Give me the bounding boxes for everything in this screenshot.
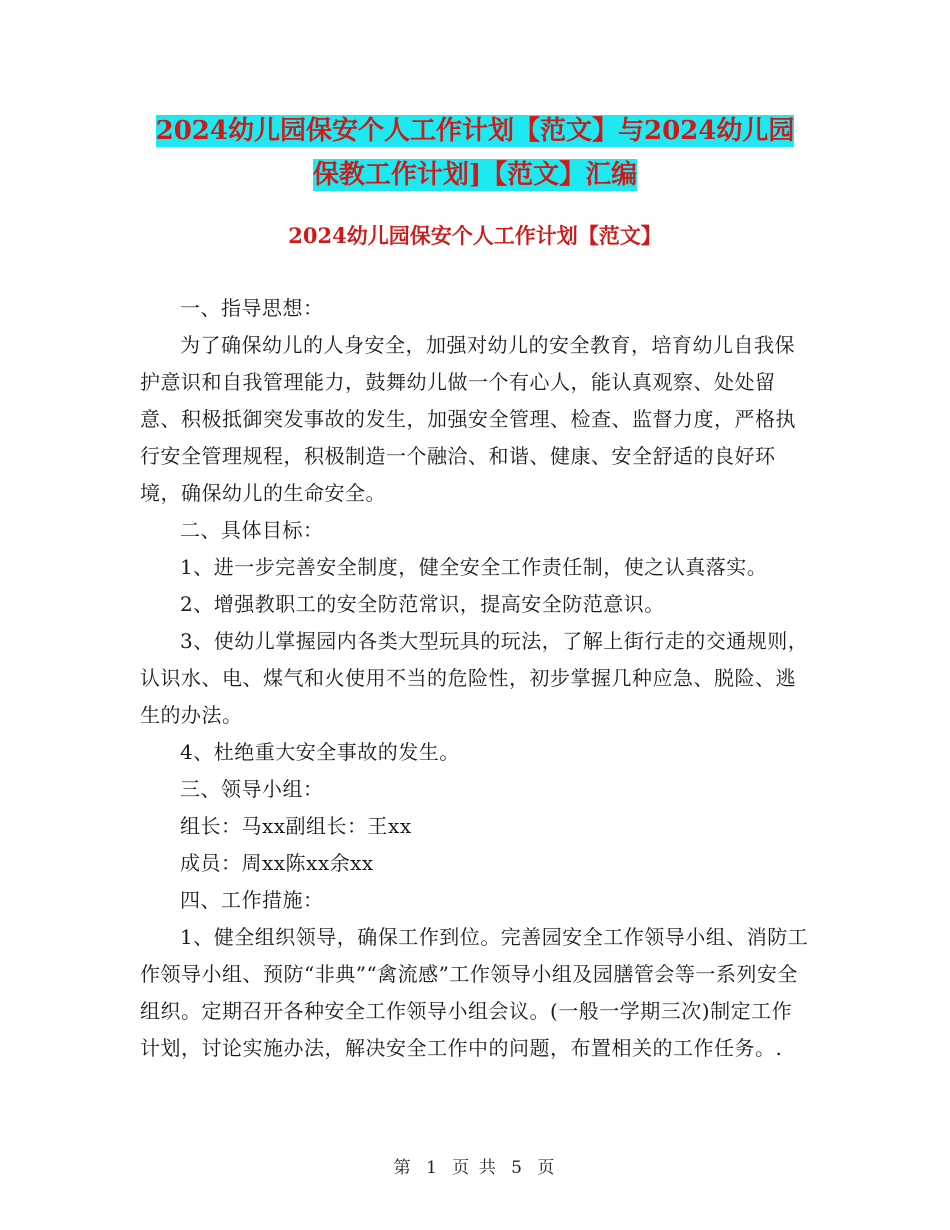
page-footer <box>0 1153 950 1178</box>
page-label-suffix: 页 <box>537 1158 557 1178</box>
list-item-goal-3: 3、使幼儿掌握园内各类大型玩具的玩法，了解上街行走的交通规则，认识水、电、煤气和火使用不当的危险性，初步掌握几种应急、脱险、逃生的办法。 <box>140 629 809 727</box>
document-title-line-2 <box>140 151 810 199</box>
total-pages-number: 5 <box>511 1158 524 1178</box>
page-label-prefix: 第 <box>393 1158 413 1178</box>
list-item-goal-1: 1、进一步完善安全制度，健全安全工作责任制，使之认真落实。 <box>180 555 768 579</box>
heading-guiding-thought: 一、指导思想： <box>180 296 324 320</box>
paragraph-guiding-thought: 为了确保幼儿的人身安全，加强对幼儿的安全教育，培育幼儿自我保护意识和自我管理能力，鼓舞幼儿做一个有心人，能认真观察、处处留意、积极抵御突发事故的发生，加强安全管理、检查、监督力度，严格执行安全管理规程，积极制造一个融洽、和谐、健康、安全舒适的良好环境，确保幼儿的生命安全。 <box>140 333 796 505</box>
heading-leadership-group: 三、领导小组： <box>180 777 324 801</box>
list-item-goal-4: 4、杜绝重大安全事故的发生。 <box>180 740 460 764</box>
list-item-goal-2: 2、增强教职工的安全防范常识，提高安全防范意识。 <box>180 592 665 616</box>
page-label-mid: 页 共 <box>452 1158 498 1178</box>
members-line: 成员：周xx陈xx余xx <box>180 851 374 875</box>
current-page-number: 1 <box>426 1158 439 1178</box>
document-title-line-1 <box>140 107 810 155</box>
heading-specific-goals: 二、具体目标： <box>180 518 324 542</box>
document-body <box>140 290 810 1067</box>
heading-work-measures: 四、工作措施： <box>180 888 324 912</box>
leader-line: 组长：马xx副组长：王xx <box>180 814 412 838</box>
title-highlight: 2024幼儿园保安个人工作计划【范文】与2024幼儿园 <box>155 116 795 146</box>
list-item-measure-1: 1、健全组织领导，确保工作到位。完善园安全工作领导小组、消防工作领导小组、预防“非典”“禽流感”工作领导小组及园膳管会等一系列安全组织。定期召开各种安全工作领导小组会议。(一般一学期三次)制定工作计划，讨论实施办法，解决安全工作中的问题，布置相关的工作任务。. <box>140 925 809 1060</box>
title-highlight: 保教工作计划]【范文】汇编 <box>312 160 638 190</box>
section-title: 2024幼儿园保安个人工作计划【范文】 <box>288 223 662 248</box>
